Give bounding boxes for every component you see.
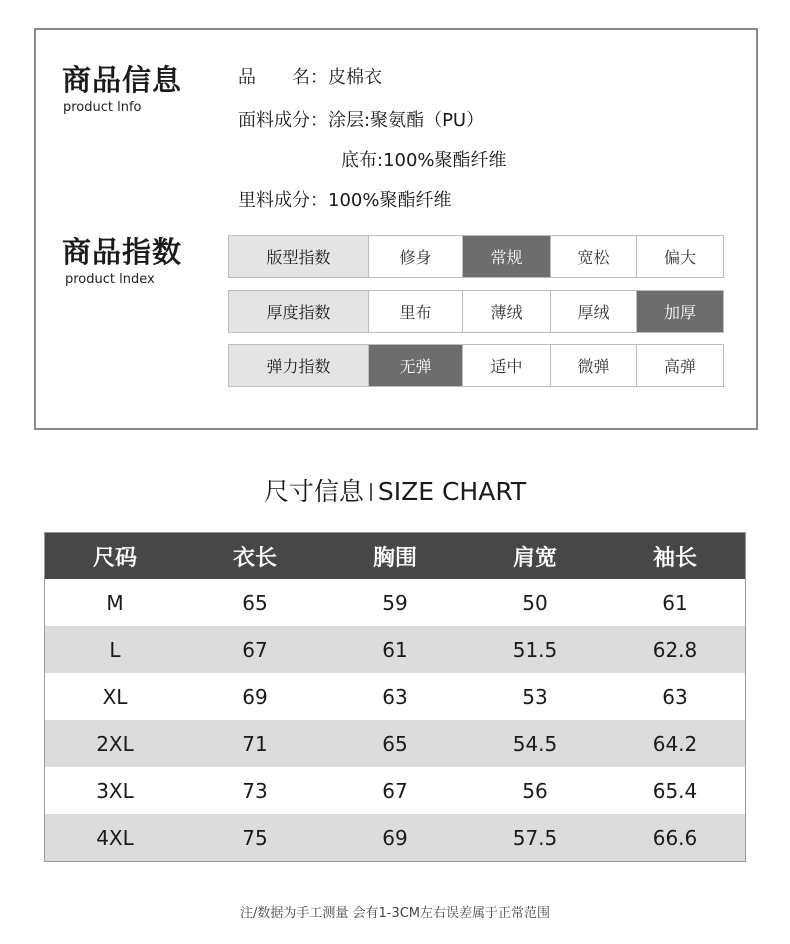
table-row	[45, 767, 745, 814]
index-label: 版型指数	[229, 236, 368, 277]
table-cell: XL	[102, 684, 128, 709]
table-cell: 57.5	[512, 825, 558, 850]
index-option: 修身	[368, 236, 462, 277]
table-cell: 51.5	[512, 637, 558, 662]
size-chart-heading-cn: 尺寸信息	[263, 477, 364, 506]
index-option: 薄绒	[462, 291, 550, 332]
table-row	[45, 720, 745, 767]
header-cell: 胸围	[372, 545, 417, 571]
index-option: 加厚	[636, 291, 723, 332]
table-cell: 69	[242, 684, 268, 709]
header-cell: 衣长	[232, 545, 277, 571]
table-cell: 59	[382, 590, 408, 615]
index-label: 弹力指数	[229, 345, 368, 386]
table-row	[45, 814, 745, 861]
size-chart-heading-en: SIZE CHART	[377, 477, 527, 506]
table-cell: 54.5	[512, 731, 558, 756]
table-cell: 61	[382, 637, 408, 662]
table-cell: 66.6	[652, 825, 698, 850]
table-cell: 63	[382, 684, 408, 709]
product-info-title: 商品信息	[62, 63, 183, 97]
table-cell: 67	[242, 637, 268, 662]
table-cell: 67	[382, 778, 408, 803]
measurement-note: 注/数据为手工测量 会有1-3CM左右误差属于正常范围	[239, 906, 551, 921]
table-cell: 69	[382, 825, 408, 850]
table-cell: 64.2	[652, 731, 698, 756]
index-row-elasticity	[228, 344, 724, 387]
size-chart-heading	[0, 472, 790, 508]
table-cell: 2XL	[96, 731, 134, 756]
info-name-row: 品 名：皮棉衣	[238, 67, 382, 88]
index-option: 宽松	[550, 236, 636, 277]
header-cell: 肩宽	[512, 545, 557, 571]
table-cell: 62.8	[652, 637, 698, 662]
table-cell: 73	[242, 778, 268, 803]
index-option: 常规	[462, 236, 550, 277]
table-cell: 71	[242, 731, 268, 756]
product-index-subtitle: product lndex	[65, 272, 155, 287]
table-cell: 75	[242, 825, 268, 850]
product-info-subtitle: product lnfo	[63, 100, 142, 115]
table-cell: 65	[242, 590, 268, 615]
heading-divider	[370, 483, 372, 501]
index-option: 厚绒	[550, 291, 636, 332]
index-option: 适中	[462, 345, 550, 386]
index-label: 厚度指数	[229, 291, 368, 332]
header-cell: 袖长	[652, 545, 697, 571]
index-option: 偏大	[636, 236, 723, 277]
table-cell: 65	[382, 731, 408, 756]
table-row	[45, 626, 745, 673]
index-row-fit	[228, 235, 724, 278]
table-cell: 53	[522, 684, 548, 709]
product-index-title: 商品指数	[62, 235, 183, 269]
header-cell: 尺码	[92, 545, 137, 571]
index-option: 里布	[368, 291, 462, 332]
table-cell: 50	[522, 590, 548, 615]
table-cell: 65.4	[652, 778, 698, 803]
index-option: 微弹	[550, 345, 636, 386]
info-base-row: 底布:100%聚酯纤维	[341, 150, 507, 171]
size-table-header	[45, 533, 745, 579]
index-option: 高弹	[636, 345, 723, 386]
product-info-panel	[34, 28, 758, 430]
table-cell: M	[106, 590, 124, 615]
table-cell: 56	[522, 778, 548, 803]
table-row	[45, 673, 745, 720]
table-cell: 4XL	[96, 825, 134, 850]
info-lining-row: 里料成分：100%聚酯纤维	[238, 190, 452, 211]
info-fabric-row: 面料成分：涂层:聚氨酯（PU）	[238, 110, 485, 131]
table-cell: 61	[662, 590, 688, 615]
index-row-thickness	[228, 290, 724, 333]
table-cell: 63	[662, 684, 688, 709]
table-row	[45, 579, 745, 626]
index-option: 无弹	[368, 345, 462, 386]
table-cell: 3XL	[96, 778, 134, 803]
size-table	[44, 532, 746, 862]
table-cell: L	[109, 637, 121, 662]
